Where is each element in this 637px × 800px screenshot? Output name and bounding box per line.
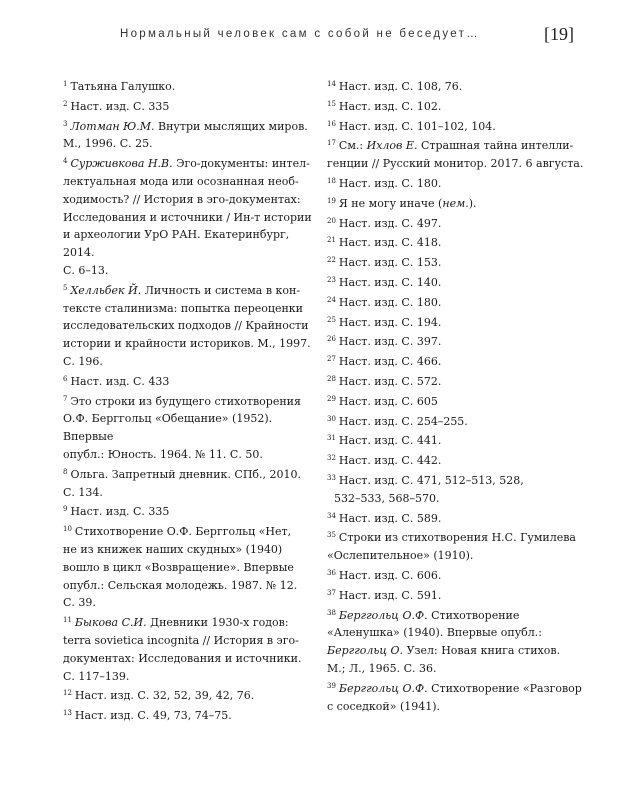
footnote-text: Страшная тайна интелли- — [420, 139, 574, 153]
footnote-number: 30 — [327, 414, 336, 423]
footnote — [63, 371, 313, 391]
footnote-text: С. 196. — [63, 354, 103, 368]
footnote-number: 21 — [327, 236, 336, 245]
footnote — [327, 96, 597, 116]
footnote-text: ). — [468, 196, 477, 210]
footnote-number: 23 — [327, 275, 336, 284]
author-name: Берггольц О.Ф. — [338, 681, 428, 695]
footnote-text: Татьяна Галушко. — [70, 80, 176, 93]
footnote-text: Стихотворение «Разговор — [431, 681, 582, 695]
footnote-text: Наст. изд. С. 140. — [338, 275, 442, 289]
footnote-number: 33 — [327, 473, 336, 482]
footnote-text: Узел: Новая книга стихов. — [406, 644, 561, 658]
footnote — [63, 685, 313, 705]
footnote-number: 2 — [63, 99, 68, 108]
footnote — [327, 678, 597, 716]
footnote-text: ходимость? // История в эго-документах: — [63, 192, 301, 206]
footnote-number: 29 — [327, 394, 336, 403]
footnote — [63, 612, 313, 685]
footnote — [327, 605, 597, 678]
footnote-text: Наст. изд. С. 180. — [338, 295, 442, 309]
footnote-text: 532–533, 568–570. — [334, 491, 440, 505]
footnote-text: Наст. изд. С. 335 — [70, 505, 170, 519]
footnote — [327, 135, 597, 173]
footnote — [327, 391, 597, 411]
footnote-text: Исследования и источники / Ин-т истории — [63, 210, 312, 224]
footnote-number: 24 — [327, 295, 336, 304]
footnote-number: 17 — [327, 139, 336, 148]
footnote-number: 11 — [63, 616, 72, 625]
footnote — [327, 470, 597, 508]
footnote-text: Наст. изд. С. 102. — [338, 99, 442, 113]
footnote-text: Наст. изд. С. 572. — [338, 374, 442, 388]
author-name: Быкова С.И. — [74, 616, 147, 630]
footnote — [327, 292, 597, 312]
footnote-text: Наст. изд. С. 418. — [338, 236, 442, 250]
footnote-number: 19 — [327, 196, 336, 205]
footnote-number: 13 — [63, 709, 72, 718]
footnote-text: Наст. изд. С. 254–255. — [338, 414, 468, 428]
footnote-text: документах: Исследования и источники. — [63, 651, 302, 665]
footnote-text: вошло в цикл «Возвращение». Впервые — [63, 560, 294, 574]
footnote-text: с соседкой» (1941). — [327, 699, 441, 713]
footnote-text: terra sovietica incognita // История в эго- — [63, 633, 299, 647]
footnote-number: 18 — [327, 176, 336, 185]
footnote-text: Наст. изд. С. 108, 76. — [338, 80, 463, 93]
author-name: Берггольц О.Ф. — [338, 608, 428, 622]
footnote-text: опубл.: Юность. 1964. № 11. С. 50. — [63, 447, 263, 461]
footnote-text: Внутри мыслящих миров. — [158, 119, 308, 133]
footnote — [63, 501, 313, 521]
running-head — [0, 24, 637, 48]
footnote-text: «Аленушка» (1940). Впервые опубл.: — [327, 626, 542, 640]
footnote-text: исследовательских подходов // Крайности — [63, 319, 309, 333]
page-number: [19] — [544, 24, 574, 44]
footnote-number: 12 — [63, 689, 72, 698]
footnote — [63, 116, 313, 154]
footnote — [327, 585, 597, 605]
footnote-text: М., 1996. С. 25. — [63, 137, 153, 151]
footnote-number: 16 — [327, 119, 336, 128]
footnote-text: не из книжек наших скудных» (1940) — [63, 542, 283, 556]
emphasis-text: нем. — [442, 196, 469, 210]
footnote — [327, 116, 597, 136]
footnote-number: 26 — [327, 335, 336, 344]
footnote-text: Наст. изд. С. 153. — [338, 256, 442, 270]
footnote-text: Наст. изд. С. 397. — [338, 335, 442, 349]
footnote-text: С. 117–139. — [63, 669, 130, 683]
footnote-text: Личность и система в кон- — [144, 283, 301, 297]
footnote — [327, 527, 597, 565]
footnote — [327, 351, 597, 371]
footnote-text: Строки из стихотворения Н.С. Гумилева — [338, 531, 576, 545]
footnote — [63, 464, 313, 502]
footnote-text: Это строки из будущего стихотворения — [70, 394, 301, 408]
footnote-text: лектуальная мода или осознанная необ- — [63, 174, 299, 188]
footnote — [63, 521, 313, 612]
footnote — [63, 76, 313, 96]
footnote-number: 1 — [63, 80, 68, 88]
footnote-text: О.Ф. Берггольц «Обещание» (1952). Впервые — [63, 412, 273, 444]
footnote — [327, 232, 597, 252]
footnote-text: См.: — [338, 139, 364, 153]
footnote — [63, 280, 313, 371]
footnote-text: Наст. изд. С. 471, 512–513, 528, — [338, 473, 524, 487]
footnote-number: 36 — [327, 568, 336, 577]
footnote-text: С. 6–13. — [63, 263, 109, 277]
footnote-text: М.; Л., 1965. С. 36. — [327, 661, 437, 675]
footnote-text: С. 134. — [63, 485, 103, 499]
footnote-text: Стихотворение О.Ф. Берггольц «Нет, — [74, 525, 292, 539]
footnote — [63, 96, 313, 116]
footnote-number: 14 — [327, 80, 336, 88]
footnote-text: Наст. изд. С. 605 — [338, 394, 438, 408]
footnote — [327, 76, 597, 96]
footnote-text: Наст. изд. С. 466. — [338, 355, 442, 369]
footnote-text: Наст. изд. С. 433 — [70, 374, 170, 388]
footnote-text: Наст. изд. С. 591. — [338, 588, 442, 602]
footnote — [327, 371, 597, 391]
footnote-number: 3 — [63, 119, 68, 128]
footnote — [63, 705, 313, 725]
notes-column-right — [327, 76, 597, 715]
footnote-number: 10 — [63, 525, 72, 534]
footnote — [327, 252, 597, 272]
footnote-number: 35 — [327, 531, 336, 540]
footnote-number: 38 — [327, 608, 336, 617]
footnote-text: Дневники 1930-х годов: — [150, 616, 289, 630]
footnote — [327, 411, 597, 431]
footnote-text: Стихотворение — [431, 608, 520, 622]
footnote-text: Наст. изд. С. 441. — [338, 434, 442, 448]
footnote-text: Наст. изд. С. 194. — [338, 315, 442, 329]
footnote-number: 25 — [327, 315, 336, 324]
footnote-text: истории и крайности историков. М., 1997. — [63, 337, 311, 351]
footnote-number: 20 — [327, 216, 336, 225]
footnote — [327, 213, 597, 233]
footnote-number: 9 — [63, 505, 68, 514]
footnote — [327, 272, 597, 292]
footnote-text: «Ослепительное» (1910). — [327, 549, 474, 563]
footnote-number: 28 — [327, 374, 336, 383]
footnote-number: 8 — [63, 467, 68, 476]
footnote — [327, 193, 597, 213]
footnote-text: Я не могу иначе ( — [338, 196, 443, 210]
footnote-text: Наст. изд. С. 606. — [338, 568, 442, 582]
footnote-number: 31 — [327, 434, 336, 443]
author-name: Хелльбек Й. — [70, 283, 142, 297]
footnote — [327, 312, 597, 332]
footnote-text: генции // Русский монитор. 2017. 6 августа. — [327, 157, 584, 171]
author-name: Ихлов Е. — [366, 139, 418, 153]
footnote-number: 6 — [63, 374, 68, 383]
footnote-text: Эго-документы: интел- — [176, 157, 310, 171]
footnote — [327, 173, 597, 193]
author-name: Сурживкова Н.В. — [70, 157, 173, 171]
footnote-number: 22 — [327, 256, 336, 265]
footnote-text: С. 39. — [63, 596, 96, 610]
footnote-text: опубл.: Сельская молодежь. 1987. № 12. — [63, 578, 298, 592]
running-title: Нормальный человек сам с собой не беседует… — [120, 28, 480, 40]
footnote-number: 15 — [327, 99, 336, 108]
footnote — [63, 391, 313, 464]
footnote-text: Наст. изд. С. 101–102, 104. — [338, 119, 496, 133]
footnote — [327, 565, 597, 585]
footnote-text: Наст. изд. С. 32, 52, 39, 42, 76. — [74, 689, 255, 703]
footnote-number: 7 — [63, 394, 68, 403]
footnote-number: 39 — [327, 681, 336, 690]
footnote-number: 5 — [63, 283, 68, 292]
footnote-text: Ольга. Запретный дневник. СПб., 2010. — [70, 467, 302, 481]
footnote-number: 4 — [63, 157, 68, 166]
footnote-text: Наст. изд. С. 589. — [338, 511, 442, 525]
footnote — [327, 331, 597, 351]
author-name: Берггольц О. — [327, 644, 404, 658]
footnote-text: Наст. изд. С. 335 — [70, 99, 170, 113]
footnote — [327, 430, 597, 450]
footnote-text: тексте сталинизма: попытка переоценки — [63, 301, 304, 315]
footnote — [63, 153, 313, 280]
footnote-text: Наст. изд. С. 49, 73, 74–75. — [74, 709, 232, 723]
footnote-text: Наст. изд. С. 497. — [338, 216, 442, 230]
footnote-number: 27 — [327, 355, 336, 364]
notes-column-left — [63, 76, 313, 725]
footnote-text: Наст. изд. С. 180. — [338, 176, 442, 190]
footnote — [327, 450, 597, 470]
footnote-number: 32 — [327, 454, 336, 463]
footnote-text: Наст. изд. С. 442. — [338, 454, 442, 468]
footnote — [327, 508, 597, 528]
footnote-number: 34 — [327, 511, 336, 520]
footnote-number: 37 — [327, 588, 336, 597]
author-name: Лотман Ю.М. — [70, 119, 155, 133]
footnote-text: и археологии УрО РАН. Екатеринбург, 2014. — [63, 228, 290, 260]
